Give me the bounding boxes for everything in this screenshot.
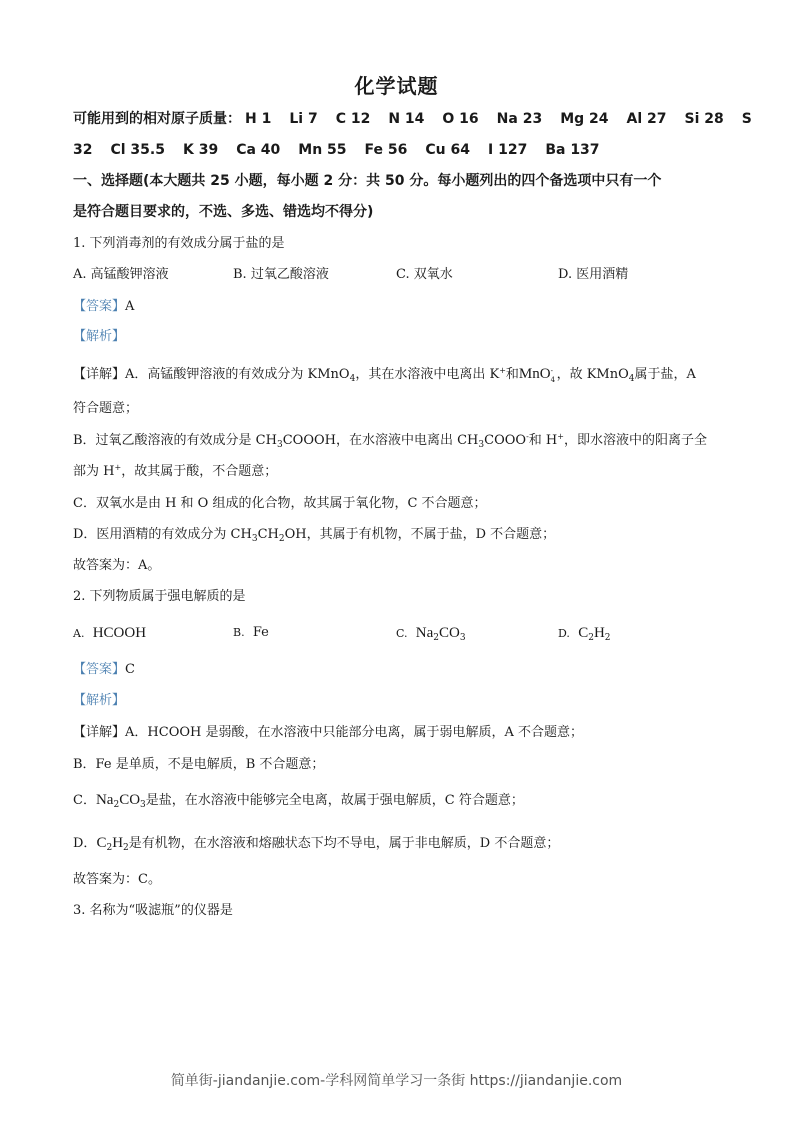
page-title: 化学试题 <box>354 74 439 98</box>
q1-option-a: A. 高锰酸钾溶液 <box>73 267 169 282</box>
detail-label: 【详解】 <box>73 367 126 382</box>
q1-conclusion: 故答案为：A。 <box>73 558 161 573</box>
mass-item: Fe 56 <box>364 142 408 158</box>
mass-item: C 12 <box>335 111 371 127</box>
question-2-stem: 2. 下列物质属于强电解质的是 <box>73 589 246 604</box>
mass-item: Mn 55 <box>298 142 347 158</box>
footer-watermark: 简单街-jiandanjie.com-学科网简单学习一条街 https://jiandanjie.com <box>170 1073 623 1089</box>
atomic-masses-line-2 <box>73 141 618 159</box>
q1-answer <box>73 298 134 316</box>
q1-option-c: C. 双氧水 <box>396 267 453 282</box>
q2-answer <box>73 661 135 679</box>
mass-item: Al 27 <box>626 111 667 127</box>
question-3-stem: 3. 名称为“吸滤瓶”的仪器是 <box>73 903 233 918</box>
q2-option-d: D. $C_2H_2$ <box>558 625 611 643</box>
mass-item: O 16 <box>442 111 479 127</box>
mass-item: K 39 <box>182 142 219 158</box>
atomic-masses-line-1 <box>73 110 770 128</box>
q1-analysis-label: 【解析】 <box>73 329 126 344</box>
answer-value: A <box>125 299 135 314</box>
mass-item: I 127 <box>488 142 528 158</box>
q1-detail-c: C．双氧水是由 H 和 O 组成的化合物，故其属于氧化物，C 不合题意； <box>73 496 487 511</box>
mass-item: Cl 35.5 <box>110 142 165 158</box>
answer-label: 【答案】 <box>73 662 126 677</box>
atomic-masses-label: 可能用到的相对原子质量： <box>73 111 241 127</box>
answer-value: C <box>125 662 135 677</box>
q1-detail-a-cont: 符合题意； <box>73 401 139 416</box>
mass-item: Si 28 <box>684 111 724 127</box>
q2-detail-d: D．$C_2H_2$是有机物，在水溶液和熔融状态下均不导电，属于非电解质，D 不合题意； <box>73 835 560 853</box>
q2-option-c: C. $Na_2CO_3$ <box>396 625 466 643</box>
mass-item: Ba 137 <box>545 142 600 158</box>
mass-item: 32 <box>73 142 93 158</box>
q1-detail-b: B．过氧乙酸溶液的有效成分是 $CH_3COOOH$，在水溶液中电离出 $CH_3COOO^-$和 H+，即水溶液中的阳离子全 <box>73 432 707 450</box>
q1-option-b: B. 过氧乙酸溶液 <box>233 267 329 282</box>
q2-option-a: A. HCOOH <box>73 625 147 641</box>
q2-detail-c: C．$Na_2CO_3$是盐，在水溶液中能够完全电离，故属于强电解质，C 符合题意； <box>73 792 524 810</box>
section-heading-line-1: 一、选择题(本大题共 25 小题，每小题 2 分：共 50 分。每小题列出的四个备选项中只有一个 <box>73 173 662 189</box>
q2-option-b: B. Fe <box>233 625 269 640</box>
permanganate-ion: MnO <box>518 366 551 382</box>
mass-item: H 1 <box>245 111 272 127</box>
q2-detail-b: B．Fe 是单质，不是电解质，B 不合题意； <box>73 757 325 772</box>
q2-conclusion: 故答案为：C。 <box>73 872 161 887</box>
mass-item: Li 7 <box>289 111 318 127</box>
question-1-stem: 1. 下列消毒剂的有效成分属于盐的是 <box>73 236 285 251</box>
q1-option-d: D. 医用酒精 <box>558 267 629 282</box>
q2-analysis-label: 【解析】 <box>73 693 126 708</box>
q1-detail-a: 【详解】A．高锰酸钾溶液的有效成分为 KMnO$_4$，其在水溶液中电离出 K+和MnO - 4 ，故 KMnO$_4$属于盐，A <box>73 366 696 384</box>
mass-item: Cu 64 <box>425 142 471 158</box>
mass-item: Mg 24 <box>560 111 609 127</box>
answer-label: 【答案】 <box>73 299 126 314</box>
section-heading-line-2: 是符合题目要求的，不选、多选、错选均不得分) <box>73 204 374 220</box>
mass-item: Ca 40 <box>236 142 281 158</box>
q1-detail-d: D．医用酒精的有效成分为 $CH_3CH_2OH$，其属于有机物，不属于盐，D 不合题意； <box>73 527 556 544</box>
q1-detail-b-cont: 部为 H+，故其属于酸，不合题意； <box>73 463 278 479</box>
q2-detail-a: 【详解】A．HCOOH 是弱酸，在水溶液中只能部分电离，属于弱电解质，A 不合题意； <box>73 725 583 740</box>
mass-item: Na 23 <box>496 111 543 127</box>
detail-label: 【详解】 <box>73 725 126 740</box>
mass-item: N 14 <box>388 111 425 127</box>
mass-item: S <box>741 111 752 127</box>
